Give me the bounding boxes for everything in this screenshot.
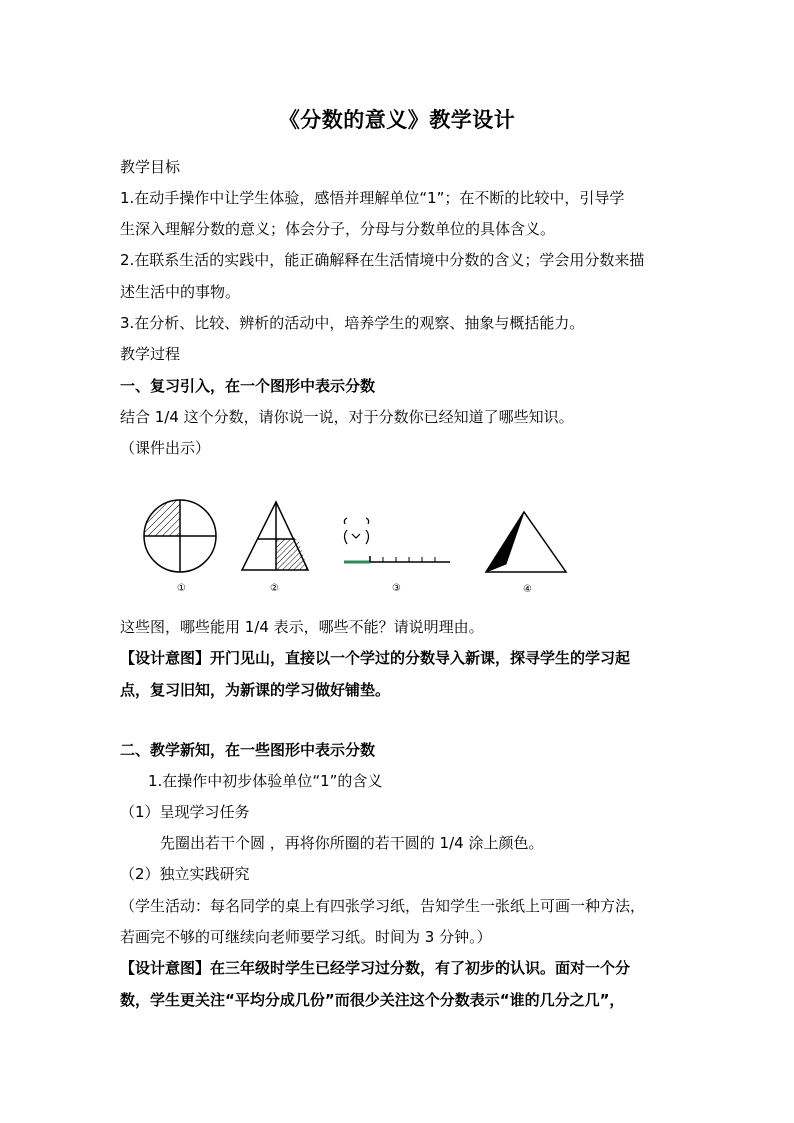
figure-triangle-shaded [480,500,580,595]
section-heading-2: 二、教学新知，在一些图形中表示分数 [120,741,376,759]
fraction-figures [130,490,470,600]
paragraph-line: 生深入理解分数的意义；体会分子，分母与分数单位的具体含义。 [120,220,556,238]
paragraph-line: 3.在分析、比较、辨析的活动中，培养学生的观察、抽象与概括能力。 [120,314,585,332]
heading-teaching-process: 教学过程 [120,345,181,363]
design-intent-line: 【设计意图】开门见山，直接以一个学过的分数导入新课，探寻学生的学习起 [120,649,631,667]
paragraph-line: 述生活中的事物。 [120,283,241,301]
paragraph-line: （课件出示） [120,439,211,457]
step-heading: （2）独立实践研究 [120,865,250,883]
figure-label-2: ② [270,583,279,594]
step-heading: （1）呈现学习任务 [120,803,250,821]
figure-label-3: ③ [392,583,401,594]
design-intent-line: 点，复习旧知，为新课的学习做好铺垫。 [120,681,391,699]
figure-label-4: ④ [523,584,532,595]
design-intent-line: 【设计意图】在三年级时学生已经学习过分数，有了初步的认识。面对一个分 [120,959,631,977]
subsection-heading: 1.在操作中初步体验单位“1”的含义 [148,772,383,790]
paragraph-line: （学生活动：每名同学的桌上有四张学习纸，告知学生一张纸上可画一种方法， [120,897,646,915]
document-title: 《分数的意义》教学设计 [278,108,516,132]
paragraph-line: 先圈出若干个圆 ，再将你所圈的若干圆的 1/4 涂上颜色。 [160,834,544,852]
paragraph-line: 2.在联系生活的实践中，能正确解释在生活情境中分数的含义；学会用分数来描 [120,251,645,269]
paragraph-line: 若画完不够的可继续向老师要学习纸。时间为 3 分钟。） [120,928,492,946]
paragraph-line: 结合 1/4 这个分数，请你说一说，对于分数你已经知道了哪些知识。 [120,408,574,426]
section-heading-1: 一、复习引入，在一个图形中表示分数 [120,377,376,395]
heading-teaching-goals: 教学目标 [120,158,181,176]
figure-label-1: ① [177,583,186,594]
figure-triangle-divided [242,502,308,594]
design-intent-line: 数，学生更关注“平均分成几份”而很少关注这个分数表示“谁的几分之几”， [120,991,625,1009]
paragraph-line: 1.在动手操作中让学生体验，感悟并理解单位“1”；在不断的比较中，引导学 [120,189,625,207]
paragraph-line: 这些图，哪些能用 1/4 表示，哪些不能？请说明理由。 [120,618,484,636]
figure-circle [144,500,216,594]
figure-number-line [344,518,450,594]
